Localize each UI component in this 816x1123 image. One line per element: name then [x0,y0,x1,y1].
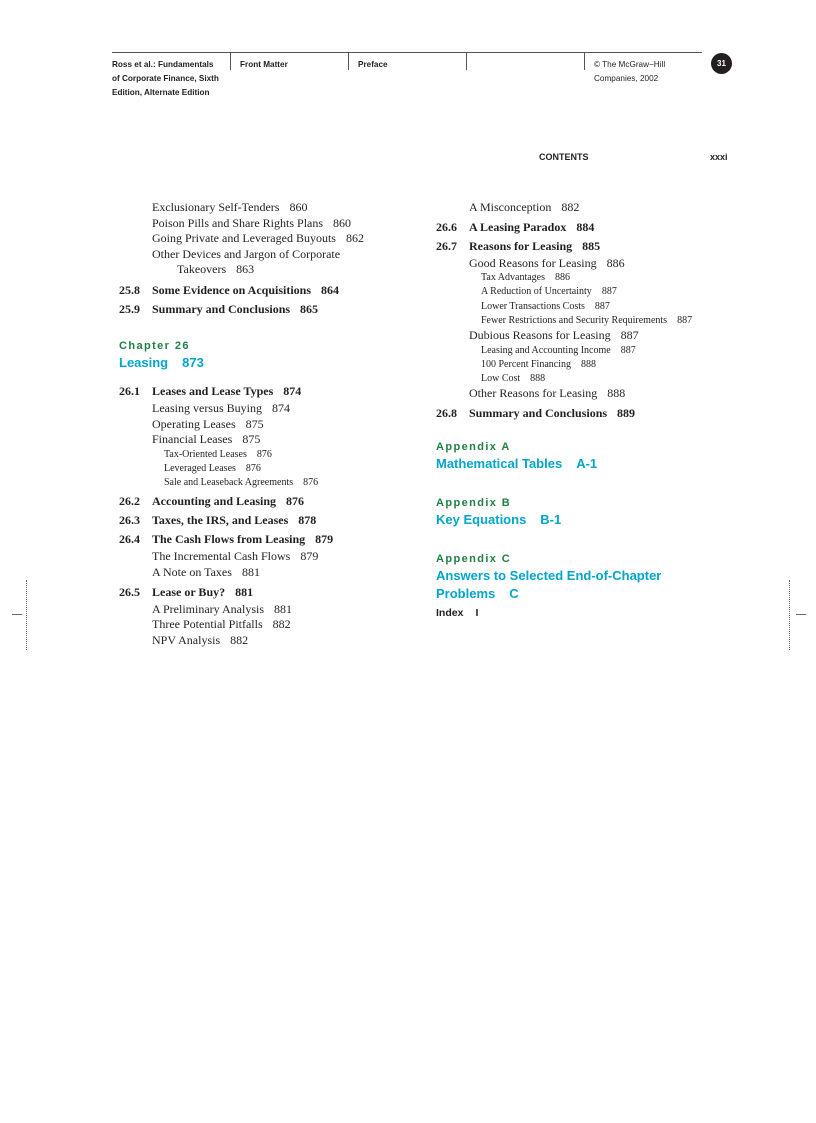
toc-section: 26.2 Accounting and Leasing 876 [119,494,305,509]
running-head-label: CONTENTS [539,152,589,162]
toc-subentry: Low Cost 888 [481,372,546,384]
toc-right-column [436,200,736,619]
toc-entry: A Note on Taxes 881 [152,564,260,579]
chapter-label: Chapter 26 [119,339,190,352]
page-number-badge: 31 [711,53,732,74]
toc-entry: Takeovers 863 [177,262,255,277]
appendix-heading [436,439,736,473]
toc-entry: Going Private and Leveraged Buyouts 862 [152,231,364,246]
page-header [112,52,702,100]
header-book-line: Edition, Alternate Edition [112,88,210,97]
appendix-title: Answers to Selected End-of-Chapter Problems C [436,567,662,601]
header-part: Front Matter [230,52,348,70]
chapter-heading [119,338,419,372]
appendix-heading [436,551,736,601]
running-head-page: xxxi [710,152,728,162]
toc-section: 26.4 The Cash Flows from Leasing 879 [119,532,334,547]
toc-subentry: Sale and Leaseback Agreements 876 [164,477,319,489]
toc-section: 25.8 Some Evidence on Acquisitions 864 [119,282,340,297]
appendix-label: Appendix A [436,440,511,453]
toc-entry: Poison Pills and Share Rights Plans 860 [152,215,352,230]
header-copyright: © The McGraw−Hill Companies, 2002 [584,52,702,70]
toc-section: 25.9 Summary and Conclusions 865 [119,301,319,316]
header-book-title [112,52,232,100]
crop-mark [26,580,27,650]
toc-entry: Operating Leases 875 [152,416,264,431]
toc-subentry: Fewer Restrictions and Security Requirements 887 [481,314,693,326]
toc-section: 26.5 Lease or Buy? 881 [119,584,254,599]
appendix-title: Mathematical Tables A-1 [436,455,598,471]
toc-subentry: Leveraged Leases 876 [164,462,261,474]
appendix-label: Appendix B [436,496,512,509]
toc-subentry: A Reduction of Uncertainty 887 [481,286,617,298]
toc-entry: Three Potential Pitfalls 882 [152,617,291,632]
toc-entry: Good Reasons for Leasing 886 [469,255,625,270]
toc-entry: Dubious Reasons for Leasing 887 [469,327,639,342]
header-book-line: of Corporate Finance, Sixth [112,74,219,83]
toc-subentry: Tax Advantages 886 [481,272,571,284]
toc-section: 26.3 Taxes, the IRS, and Leases 878 [119,513,317,528]
index-entry: Index I [436,606,479,619]
toc-left-column [119,200,419,648]
header-book-line: Ross et al.: Fundamentals [112,60,214,69]
toc-entry: A Preliminary Analysis 881 [152,601,292,616]
header-blank [466,52,584,70]
chapter-title: Leasing 873 [119,354,204,370]
toc-entry: Financial Leases 875 [152,432,261,447]
toc-entry: A Misconception 882 [469,200,580,214]
toc-subentry: Lower Transactions Costs 887 [481,300,610,312]
toc-section: 26.8 Summary and Conclusions 889 [436,405,636,420]
crop-mark [796,614,806,615]
toc-subentry: Leasing and Accounting Income 887 [481,344,636,356]
toc-subentry: 100 Percent Financing 888 [481,358,596,370]
toc-entry: The Incremental Cash Flows 879 [152,549,319,564]
crop-mark [789,580,790,650]
toc-entry: Exclusionary Self-Tenders 860 [152,200,308,214]
appendix-title: Key Equations B-1 [436,511,562,527]
appendix-label: Appendix C [436,552,512,565]
toc-subentry: Tax-Oriented Leases 876 [164,448,272,460]
appendix-heading [436,495,736,529]
toc-section: 26.1 Leases and Lease Types 874 [119,383,302,398]
crop-mark [12,614,22,615]
toc-entry: Other Devices and Jargon of Corporate [152,246,341,261]
toc-entry: Other Reasons for Leasing 888 [469,386,626,401]
toc-section: 26.7 Reasons for Leasing 885 [436,238,601,253]
header-chapter: Preface [348,52,466,70]
toc-entry: Leasing versus Buying 874 [152,400,290,415]
toc-section: 26.6 A Leasing Paradox 884 [436,219,595,234]
toc-entry: NPV Analysis 882 [152,632,249,647]
